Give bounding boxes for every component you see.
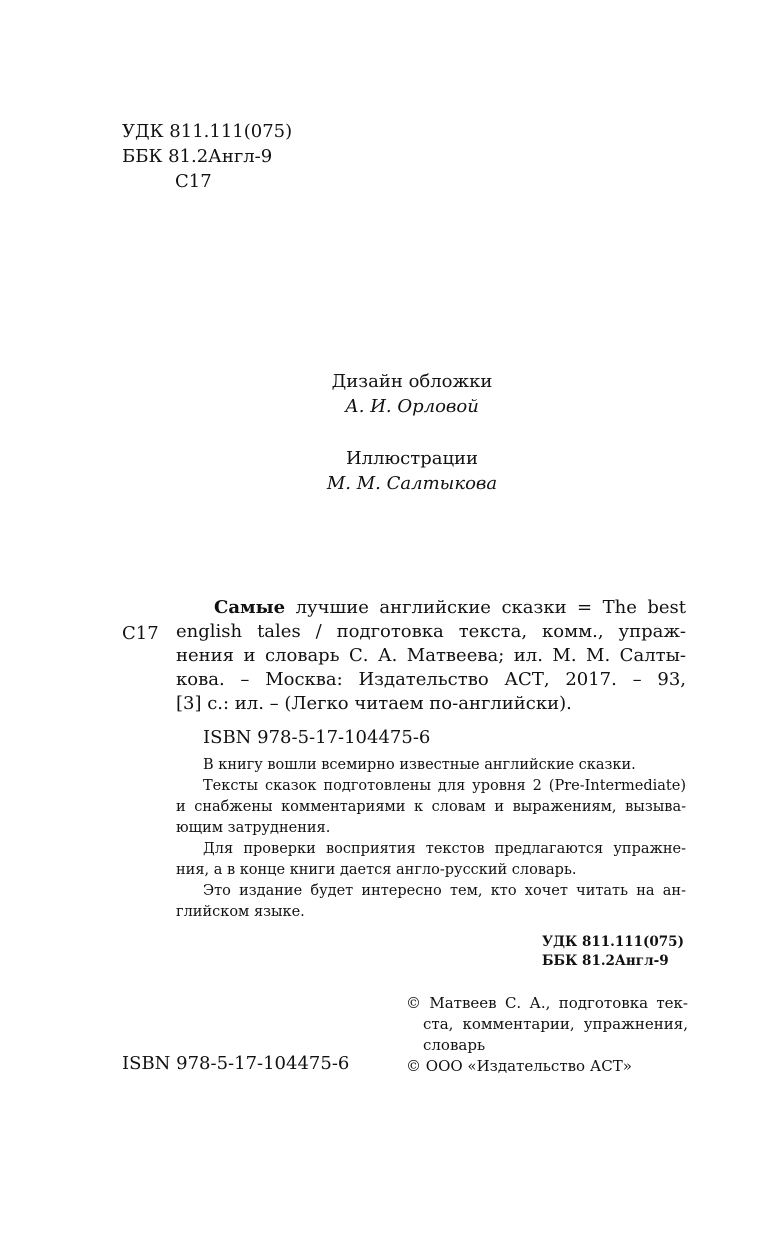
bibliographic-entry (176, 596, 686, 716)
copyright-line: © ООО «Издательство АСТ» (406, 1057, 632, 1075)
udk-code-bottom: УДК 811.111(075) (542, 934, 684, 950)
illustrations-name: М. М. Салтыкова (326, 473, 498, 494)
illustrations-label: Иллюстрации (345, 448, 479, 469)
annotation-line: ющим затруднения. (176, 820, 331, 836)
copyright-line: словарь (423, 1036, 486, 1054)
entry-line-2: english tales / подготовка текста, комм., упраж- (176, 621, 686, 642)
cover-design-name: А. И. Орловой (345, 396, 479, 417)
annotation-line: Это издание будет интересно тем, кто хочет читать на ан- (203, 883, 686, 899)
entry-title-bold: Самые (214, 597, 286, 618)
entry-line-3: нения и словарь С. А. Матвеева; ил. М. М. Салты- (176, 645, 686, 666)
udk-code: УДК 811.111(075) (122, 121, 293, 142)
annotation-line: Для проверки восприятия текстов предлагаются упражне- (203, 841, 686, 857)
copyright-line: © Матвеев С. А., подготовка тек- (406, 994, 688, 1012)
annotation-line: ния, а в конце книги дается англо-русский словарь. (176, 862, 577, 878)
annotation-line: глийском языке. (176, 904, 305, 920)
entry-cutter-mark: С17 (122, 623, 159, 644)
cover-design-label: Дизайн обложки (331, 371, 493, 392)
entry-isbn: ISBN 978-5-17-104475-6 (203, 727, 431, 748)
bbk-code-bottom: ББК 81.2Англ-9 (542, 953, 669, 969)
bbk-code: ББК 81.2Англ-9 (122, 146, 273, 167)
entry-line-5: [3] с.: ил. – (Легко читаем по-английски). (176, 693, 572, 714)
entry-line-4: кова. – Москва: Издательство АСТ, 2017. – 93, (176, 669, 686, 690)
annotation (176, 755, 686, 923)
annotation-line: и снабжены комментариями к словам и выражениям, вызыва- (176, 799, 686, 815)
isbn-bottom: ISBN 978-5-17-104475-6 (122, 1053, 350, 1074)
annotation-line: В книгу вошли всемирно известные английские сказки. (203, 757, 636, 773)
entry-title-rest: лучшие английские сказки = The best (285, 597, 686, 618)
copyright-line: ста, комментарии, упражнения, (423, 1015, 688, 1033)
cutter-code: С17 (175, 171, 212, 192)
annotation-line: Тексты сказок подготовлены для уровня 2 (Pre-Intermediate) (203, 778, 686, 794)
copyright-block (406, 993, 688, 1077)
entry-line-1 (176, 596, 686, 620)
